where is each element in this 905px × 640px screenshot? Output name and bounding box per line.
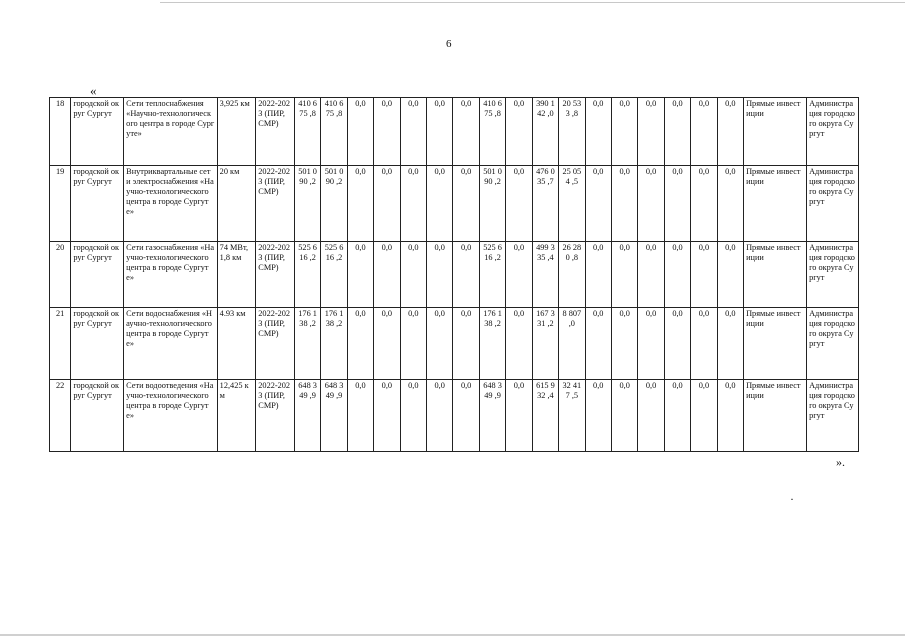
table-row (50, 380, 859, 452)
value-cell: 0,0 (427, 308, 453, 380)
municipality-cell: городской округ Сургут (71, 242, 124, 308)
value-cell: 0,0 (453, 166, 479, 242)
table-row (50, 308, 859, 380)
value-cell: 0,0 (506, 308, 532, 380)
value-cell: 0,0 (717, 166, 743, 242)
capacity-cell: 4.93 км (217, 308, 256, 380)
funding-part-cell: 499 335 ,4 (532, 242, 558, 308)
row-number-cell: 22 (50, 380, 71, 452)
row-number-cell: 21 (50, 308, 71, 380)
period-cell: 2022-2023 (ПИР, СМР) (256, 380, 295, 452)
value-cell: 0,0 (427, 380, 453, 452)
value-cell: 0,0 (611, 380, 637, 452)
value-cell: 0,0 (664, 98, 690, 166)
administrator-cell: Администрация городского округа Сургут (807, 166, 859, 242)
funding-part-cell: 20 533 ,8 (559, 98, 585, 166)
value-cell: 0,0 (691, 242, 717, 308)
object-name-cell: Внутриквартальные сети электроснабжения «Научно-технологического центра в городе Сургуте» (124, 166, 218, 242)
value-cell: 0,0 (611, 166, 637, 242)
period-total-cell: 176 138 ,2 (479, 308, 505, 380)
value-cell: 0,0 (664, 380, 690, 452)
value-cell: 0,0 (347, 308, 373, 380)
funding-part-cell: 476 035 ,7 (532, 166, 558, 242)
value-cell: 0,0 (638, 308, 664, 380)
administrator-cell: Администрация городского округа Сургут (807, 308, 859, 380)
investment-type-cell: Прямые инвестиции (744, 308, 807, 380)
opening-quote-mark: « (90, 83, 97, 98)
value-cell: 0,0 (453, 308, 479, 380)
value-cell: 0,0 (717, 308, 743, 380)
total-cost-repeat-cell: 176 138 ,2 (321, 308, 347, 380)
value-cell: 0,0 (453, 242, 479, 308)
value-cell: 0,0 (611, 98, 637, 166)
capacity-cell: 20 км (217, 166, 256, 242)
funding-part-cell: 8 807 ,0 (559, 308, 585, 380)
period-cell: 2022-2023 (ПИР, СМР) (256, 242, 295, 308)
value-cell: 0,0 (691, 380, 717, 452)
value-cell: 0,0 (506, 380, 532, 452)
period-total-cell: 648 349 ,9 (479, 380, 505, 452)
value-cell: 0,0 (347, 380, 373, 452)
municipality-cell: городской округ Сургут (71, 308, 124, 380)
object-name-cell: Сети теплоснабжения «Научно-технологического центра в городе Сургуте» (124, 98, 218, 166)
period-cell: 2022-2023 (ПИР, СМР) (256, 166, 295, 242)
capacity-cell: 3,925 км (217, 98, 256, 166)
value-cell: 0,0 (638, 380, 664, 452)
value-cell: 0,0 (374, 308, 400, 380)
scan-edge-bottom (0, 634, 905, 636)
value-cell: 0,0 (400, 98, 426, 166)
municipality-cell: городской округ Сургут (71, 98, 124, 166)
value-cell: 0,0 (638, 166, 664, 242)
funding-part-cell: 167 331 ,2 (532, 308, 558, 380)
total-cost-cell: 410 675 ,8 (294, 98, 320, 166)
investment-projects-table (49, 97, 859, 452)
total-cost-repeat-cell: 501 090 ,2 (321, 166, 347, 242)
investment-type-cell: Прямые инвестиции (744, 242, 807, 308)
investment-type-cell: Прямые инвестиции (744, 166, 807, 242)
value-cell: 0,0 (374, 380, 400, 452)
capacity-cell: 12,425 км (217, 380, 256, 452)
period-cell: 2022-2023 (ПИР, СМР) (256, 98, 295, 166)
total-cost-repeat-cell: 410 675 ,8 (321, 98, 347, 166)
stray-dot-mark: · (790, 492, 794, 506)
object-name-cell: Сети водоотведения «Научно-технологического центра в городе Сургуте» (124, 380, 218, 452)
period-total-cell: 501 090 ,2 (479, 166, 505, 242)
value-cell: 0,0 (374, 166, 400, 242)
investment-type-cell: Прямые инвестиции (744, 380, 807, 452)
value-cell: 0,0 (400, 308, 426, 380)
funding-part-cell: 25 054 ,5 (559, 166, 585, 242)
value-cell: 0,0 (691, 166, 717, 242)
value-cell: 0,0 (717, 380, 743, 452)
total-cost-repeat-cell: 648 349 ,9 (321, 380, 347, 452)
scan-edge-top (160, 2, 905, 3)
value-cell: 0,0 (427, 166, 453, 242)
period-total-cell: 410 675 ,8 (479, 98, 505, 166)
period-total-cell: 525 616 ,2 (479, 242, 505, 308)
table-row (50, 242, 859, 308)
value-cell: 0,0 (717, 242, 743, 308)
total-cost-cell: 525 616 ,2 (294, 242, 320, 308)
value-cell: 0,0 (506, 98, 532, 166)
administrator-cell: Администрация городского округа Сургут (807, 242, 859, 308)
table-row (50, 98, 859, 166)
value-cell: 0,0 (400, 380, 426, 452)
row-number-cell: 19 (50, 166, 71, 242)
value-cell: 0,0 (374, 98, 400, 166)
value-cell: 0,0 (585, 166, 611, 242)
value-cell: 0,0 (427, 98, 453, 166)
value-cell: 0,0 (664, 242, 690, 308)
value-cell: 0,0 (400, 242, 426, 308)
total-cost-cell: 501 090 ,2 (294, 166, 320, 242)
value-cell: 0,0 (347, 166, 373, 242)
closing-quote-mark: ». (836, 455, 845, 469)
page-number: 6 (446, 38, 452, 50)
object-name-cell: Сети водоснабжения «Научно-технологического центра в городе Сургуте» (124, 308, 218, 380)
municipality-cell: городской округ Сургут (71, 380, 124, 452)
administrator-cell: Администрация городского округа Сургут (807, 98, 859, 166)
value-cell: 0,0 (400, 166, 426, 242)
value-cell: 0,0 (691, 308, 717, 380)
total-cost-cell: 648 349 ,9 (294, 380, 320, 452)
value-cell: 0,0 (664, 166, 690, 242)
value-cell: 0,0 (506, 166, 532, 242)
funding-part-cell: 26 280 ,8 (559, 242, 585, 308)
total-cost-repeat-cell: 525 616 ,2 (321, 242, 347, 308)
value-cell: 0,0 (585, 98, 611, 166)
investment-type-cell: Прямые инвестиции (744, 98, 807, 166)
value-cell: 0,0 (585, 308, 611, 380)
funding-part-cell: 390 142 ,0 (532, 98, 558, 166)
value-cell: 0,0 (638, 98, 664, 166)
object-name-cell: Сети газоснабжения «Научно-технологического центра в городе Сургуте» (124, 242, 218, 308)
value-cell: 0,0 (611, 242, 637, 308)
row-number-cell: 18 (50, 98, 71, 166)
value-cell: 0,0 (664, 308, 690, 380)
total-cost-cell: 176 138 ,2 (294, 308, 320, 380)
value-cell: 0,0 (453, 98, 479, 166)
row-number-cell: 20 (50, 242, 71, 308)
value-cell: 0,0 (453, 380, 479, 452)
value-cell: 0,0 (427, 242, 453, 308)
value-cell: 0,0 (585, 380, 611, 452)
value-cell: 0,0 (717, 98, 743, 166)
value-cell: 0,0 (585, 242, 611, 308)
table-row (50, 166, 859, 242)
value-cell: 0,0 (611, 308, 637, 380)
value-cell: 0,0 (691, 98, 717, 166)
value-cell: 0,0 (638, 242, 664, 308)
value-cell: 0,0 (374, 242, 400, 308)
funding-part-cell: 32 417 ,5 (559, 380, 585, 452)
value-cell: 0,0 (347, 98, 373, 166)
municipality-cell: городской округ Сургут (71, 166, 124, 242)
value-cell: 0,0 (506, 242, 532, 308)
funding-part-cell: 615 932 ,4 (532, 380, 558, 452)
value-cell: 0,0 (347, 242, 373, 308)
period-cell: 2022-2023 (ПИР, СМР) (256, 308, 295, 380)
administrator-cell: Администрация городского округа Сургут (807, 380, 859, 452)
capacity-cell: 74 МВт, 1,8 км (217, 242, 256, 308)
